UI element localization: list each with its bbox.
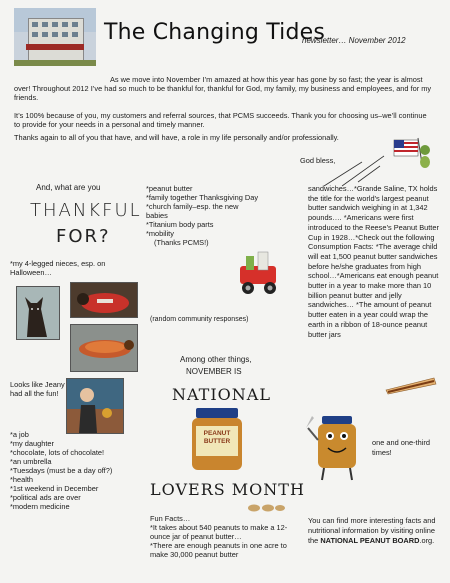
list-item: *family together Thanksgiving Day bbox=[146, 193, 259, 202]
more-info bbox=[308, 516, 446, 546]
lovers-month-heading: LOVERS MONTH bbox=[150, 480, 305, 499]
more-info-text: You can find more interesting facts and nutritional information by visiting online the bbox=[308, 516, 436, 545]
peanut-butter-jar-icon bbox=[188, 406, 246, 472]
sandwich-icon bbox=[384, 374, 438, 396]
list-item: *Tuesdays (must be a day off?) bbox=[10, 466, 113, 475]
list-item: *an umbrella bbox=[10, 457, 52, 466]
peanut-facts-text: sandwiches…*Grande Saline, TX holds the title for the world’s largest peanut butter sandwich weighing in at 1,342 pounds…. *Americans were first introduced to the Reese’s Peanut Butter Cup in 1928…*Check out the following Consumption Facts: *The average child will eat 1,500 peanut butter sandwiches before he/she graduates from high school…*Americans eat enough peanut butter in a year to make more than 10 billion peanut butter and jelly sandwiches… *The amount of peanut butter eaten in a year could wrap the earth in a ribbon of 18-ounce peanut butter jars bbox=[308, 184, 439, 339]
among-other-things: Among other things, bbox=[180, 355, 252, 364]
toy-truck-icon bbox=[232, 246, 288, 300]
signature-flourish bbox=[322, 152, 392, 188]
for-heading: FOR? bbox=[56, 226, 111, 247]
middle-thankful-list bbox=[146, 184, 296, 247]
list-item: *my daughter bbox=[10, 439, 54, 448]
thankful-list bbox=[10, 430, 150, 511]
office-building-photo bbox=[14, 8, 96, 66]
list-item: *church family–esp. the new babies bbox=[146, 202, 239, 220]
list-item: *political ads are over bbox=[10, 493, 81, 502]
peanut-butter-mascot-icon bbox=[306, 406, 368, 482]
intro-paragraph-3: Thanks again to all of you that have, and will have, a role in my life personally and/or professionally. bbox=[14, 133, 339, 142]
list-item: *peanut butter bbox=[146, 184, 193, 193]
list-item: *health bbox=[10, 475, 34, 484]
fun-facts bbox=[150, 514, 306, 559]
woman-at-party-photo bbox=[66, 378, 124, 434]
list-item: (Thanks PCMS!) bbox=[154, 238, 209, 247]
november-is: NOVEMBER IS bbox=[186, 367, 242, 376]
list-item: *1st weekend in December bbox=[10, 484, 99, 493]
list-item: *Titanium body parts bbox=[146, 220, 214, 229]
nieces-caption: *my 4-legged nieces, esp. on Halloween… bbox=[10, 259, 106, 277]
peanuts-icon bbox=[246, 502, 286, 514]
list-item: *chocolate, lots of chocolate! bbox=[10, 448, 105, 457]
national-heading: NATIONAL bbox=[172, 385, 271, 404]
national-peanut-board-link[interactable]: NATIONAL PEANUT BOARD bbox=[320, 536, 420, 545]
thankful-heading: THANKFUL bbox=[30, 200, 142, 221]
thankful-question: And, what are you bbox=[36, 183, 101, 192]
jar-label: PEANUT BUTTER bbox=[203, 430, 231, 445]
intro-paragraph-2: It’s 100% because of you, my customers and referral sources, that PCMS succeeds. Thank you for choosing us–we’ll continue to provide for your needs in a personal and timely manner. bbox=[14, 111, 427, 129]
list-item: *modern medicine bbox=[10, 502, 70, 511]
fun-fact-1: *It takes about 540 peanuts to make a 12-ounce jar of peanut butter… bbox=[150, 523, 288, 541]
more-info-suffix: .org. bbox=[419, 536, 435, 545]
list-item: *a job bbox=[10, 430, 29, 439]
peanut-facts-tail: one and one-third times! bbox=[372, 438, 430, 457]
fun-facts-heading: Fun Facts… bbox=[150, 514, 191, 523]
flag-mascot-icon bbox=[392, 136, 432, 170]
sign-off: God bless, bbox=[300, 156, 336, 165]
fun-fact-2: *There are enough peanuts in one acre to make 30,000 peanut butter bbox=[150, 541, 287, 559]
dog-photo-1 bbox=[16, 286, 60, 340]
dachshund-photo bbox=[70, 324, 138, 372]
list-item: *mobility bbox=[146, 229, 174, 238]
looks-like-caption: Looks like Jeany had all the fun! bbox=[10, 380, 65, 398]
issue-date: newsletter… November 2012 bbox=[302, 36, 406, 45]
responses-note: (random community responses) bbox=[150, 316, 249, 323]
dog-costume-photo bbox=[70, 282, 138, 318]
newsletter-title: The Changing Tides bbox=[104, 20, 326, 45]
intro-paragraph-1: As we move into November I’m amazed at how this year has gone by so fast; the year is almost over! Throughout 2012 I’ve had so much to be thankful for, thankful for God, my family, my business and employees, and for my friends. bbox=[14, 75, 432, 102]
